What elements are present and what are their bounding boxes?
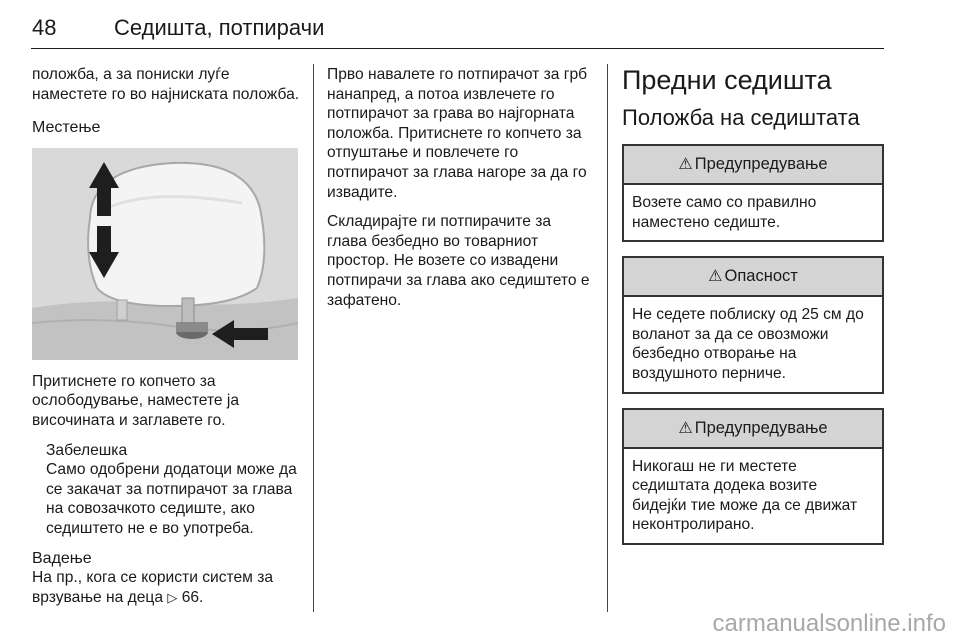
heading-seat-position: Положба на седиштата (622, 105, 860, 130)
remove-steps-text: Прво навалете го потпирачот за грб нанапред, а потоа извлечете го потпирачот за грава во најгорната положба. Притиснете го копчето за отпуштање и повлечете го потпирачот за глава нагоре за да го извадите. (327, 66, 588, 201)
page-reference-icon[interactable]: ▷ (167, 589, 178, 605)
heading-front-seats: Предни седишта (622, 65, 832, 95)
header-rule (31, 48, 884, 49)
warning-triangle-icon: ⚠ (678, 419, 693, 437)
note-block (46, 441, 308, 539)
remove-text (32, 568, 308, 607)
column-divider-2 (607, 64, 608, 612)
note-title: Забелешка (46, 441, 128, 459)
note-text: Само одобрени додатоци може да се закачат за потпирачот за глава на совозачкото седиште, ако седиштето не е во употреба. (46, 461, 297, 537)
headrest-adjustment-illustration (32, 148, 298, 360)
warning-title: Предупредување (694, 418, 828, 437)
column-divider-1 (313, 64, 314, 612)
storage-text: Складирајте ги потпирачите за глава безбедно во товарниот простор. Не возете со извадени потпирачи за глава ако седиштето е зафатено. (327, 213, 590, 309)
column-3 (622, 65, 884, 559)
warning-header (624, 410, 882, 449)
column-2 (327, 65, 593, 320)
warning-box (622, 144, 884, 242)
section-title: Седишта, потпирачи (114, 15, 325, 40)
column-1 (32, 65, 308, 617)
warning-text: Возете само со правилно наместено седиште. (632, 194, 817, 231)
reference-page[interactable]: 66. (181, 588, 204, 606)
intro-text: положба, а за пониски луѓе наместете го во најниската положба. (32, 66, 300, 103)
heading-adjust: Местење (32, 119, 101, 137)
warning-triangle-icon: ⚠ (708, 268, 723, 286)
watermark: carmanualsonline.info (712, 610, 946, 637)
warning-header (624, 146, 882, 185)
warning-box (622, 408, 884, 545)
warning-triangle-icon: ⚠ (678, 156, 693, 173)
page-number: 48 (32, 15, 57, 40)
heading-remove: Вадење (32, 549, 92, 567)
danger-text: Не седете поблиску од 25 см до воланот за да се овозможи безбедно отворање на воздушното перниче. (632, 306, 864, 382)
remove-text-body: На пр., кога се користи систем за врзување на деца (32, 569, 274, 606)
adjust-text: Притиснете го копчето за ослободување, наместете ја височината и заглавете го. (32, 372, 240, 429)
danger-header (624, 258, 882, 297)
danger-box (622, 256, 884, 393)
page-header (0, 0, 960, 50)
warning-title: Предупредување (694, 155, 828, 173)
warning-text: Никогаш не ги местете седиштата додека возите бидејќи тие може да се движат неконтролирано. (632, 457, 858, 534)
danger-title: Опасност (724, 267, 798, 286)
